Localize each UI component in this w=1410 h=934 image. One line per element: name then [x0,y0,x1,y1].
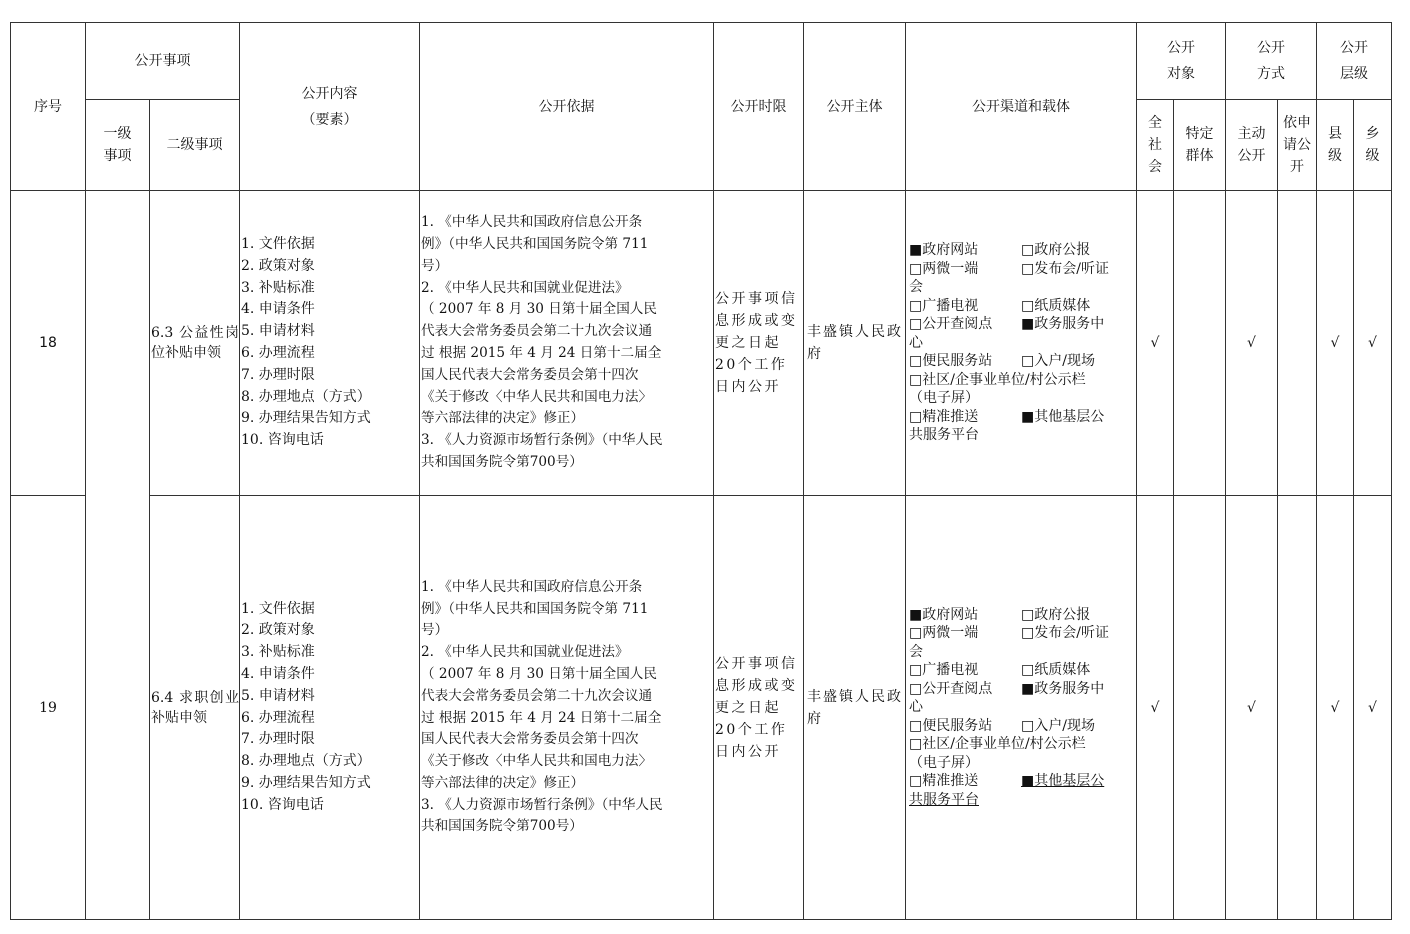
header-level: 公开 层级 [1317,23,1392,100]
row-period: 公开事项信息形成或变更之日起20个工作日内公开 [714,191,804,496]
row-channels: ■政府网站 □政府公报 □两微一端 □发布会/听证 会 □广播电视 □纸质媒体 □公开查阅点 ■政务服务中 心 □便民服务站 □入户/现场 □社区/企事业单位/村公示栏 （电子屏） □精准推送 ■其他基层公 共服务平台 [906,191,1137,496]
row-target-specific [1174,191,1226,496]
row-mode-request [1278,496,1317,920]
row-level-town: √ [1354,191,1392,496]
row-target-all: √ [1137,496,1174,920]
row-target-all: √ [1137,191,1174,496]
header-mode-active: 主动 公开 [1226,100,1278,191]
row-level-county: √ [1317,496,1354,920]
row-period: 公开事项信息形成或变更之日起20个工作日内公开 [714,496,804,920]
header-level-county: 县 级 [1317,100,1354,191]
header-period: 公开时限 [714,23,804,191]
row-mode-request [1278,191,1317,496]
row-mode-active: √ [1226,191,1278,496]
row-item-l2: 6.4 求职创业补贴申领 [150,496,240,920]
row-level-town: √ [1354,496,1392,920]
header-target-all: 全 社 会 [1137,100,1174,191]
row-subject: 丰盛镇人民政府 [804,496,906,920]
row-target-specific [1174,496,1226,920]
header-subject: 公开主体 [804,23,906,191]
row-item-l2: 6.3 公益性岗位补贴申领 [150,191,240,496]
header-item: 公开事项 [86,23,240,100]
disclosure-table [10,22,1392,920]
header-mode: 公开 方式 [1226,23,1317,100]
disclosure-table-wrap [10,22,1392,920]
header-basis: 公开依据 [420,23,714,191]
header-level-town: 乡 级 [1354,100,1392,191]
header-target: 公开 对象 [1137,23,1226,100]
row-channels: ■政府网站 □政府公报 □两微一端 □发布会/听证 会 □广播电视 □纸质媒体 □公开查阅点 ■政务服务中 心 □便民服务站 □入户/现场 □社区/企事业单位/村公示栏 （电子屏） □精准推送 ■其他基层公 共服务平台 [906,496,1137,920]
row-content: 1. 文件依据 2. 政策对象 3. 补贴标准 4. 申请条件 5. 申请材料 6. 办理流程 7. 办理时限 8. 办理地点（方式） 9. 办理结果告知方式 10. 咨询电话 [240,191,420,496]
row-seq: 19 [11,496,86,920]
header-mode-request: 依申 请公 开 [1278,100,1317,191]
row-subject: 丰盛镇人民政府 [804,191,906,496]
table-row [11,496,1392,920]
row-item-l1-empty [86,191,150,920]
header-target-specific: 特定 群体 [1174,100,1226,191]
header-channels: 公开渠道和载体 [906,23,1137,191]
row-basis: 1. 《中华人民共和国政府信息公开条 例》（中华人民共和国国务院令第 711 号） 2. 《中华人民共和国就业促进法》 （ 2007 年 8 月 30 日第十届全国人民 代表大会常务委员会第二十九次会议通 过 根据 2015 年 4 月 24 日第十二届全 国人民代表大会常务委员会第十四次 《关于修改〈中华人民共和国电力法〉 等六部法律的决定》修正） 3. 《人力资源市场暂行条例》（中华人民 共和国国务院令第700号） [420,496,714,920]
table-row [11,191,1392,496]
header-seq: 序号 [11,23,86,191]
row-content: 1. 文件依据 2. 政策对象 3. 补贴标准 4. 申请条件 5. 申请材料 6. 办理流程 7. 办理时限 8. 办理地点（方式） 9. 办理结果告知方式 10. 咨询电话 [240,496,420,920]
row-seq: 18 [11,191,86,496]
header-content: 公开内容 （要素） [240,23,420,191]
header-item-l2: 二级事项 [150,100,240,191]
row-level-county: √ [1317,191,1354,496]
header-item-l1: 一级 事项 [86,100,150,191]
row-mode-active: √ [1226,496,1278,920]
row-basis: 1. 《中华人民共和国政府信息公开条 例》（中华人民共和国国务院令第 711 号） 2. 《中华人民共和国就业促进法》 （ 2007 年 8 月 30 日第十届全国人民 代表大会常务委员会第二十九次会议通 过 根据 2015 年 4 月 24 日第十二届全 国人民代表大会常务委员会第十四次 《关于修改〈中华人民共和国电力法〉 等六部法律的决定》修正） 3. 《人力资源市场暂行条例》（中华人民 共和国国务院令第700号） [420,191,714,496]
